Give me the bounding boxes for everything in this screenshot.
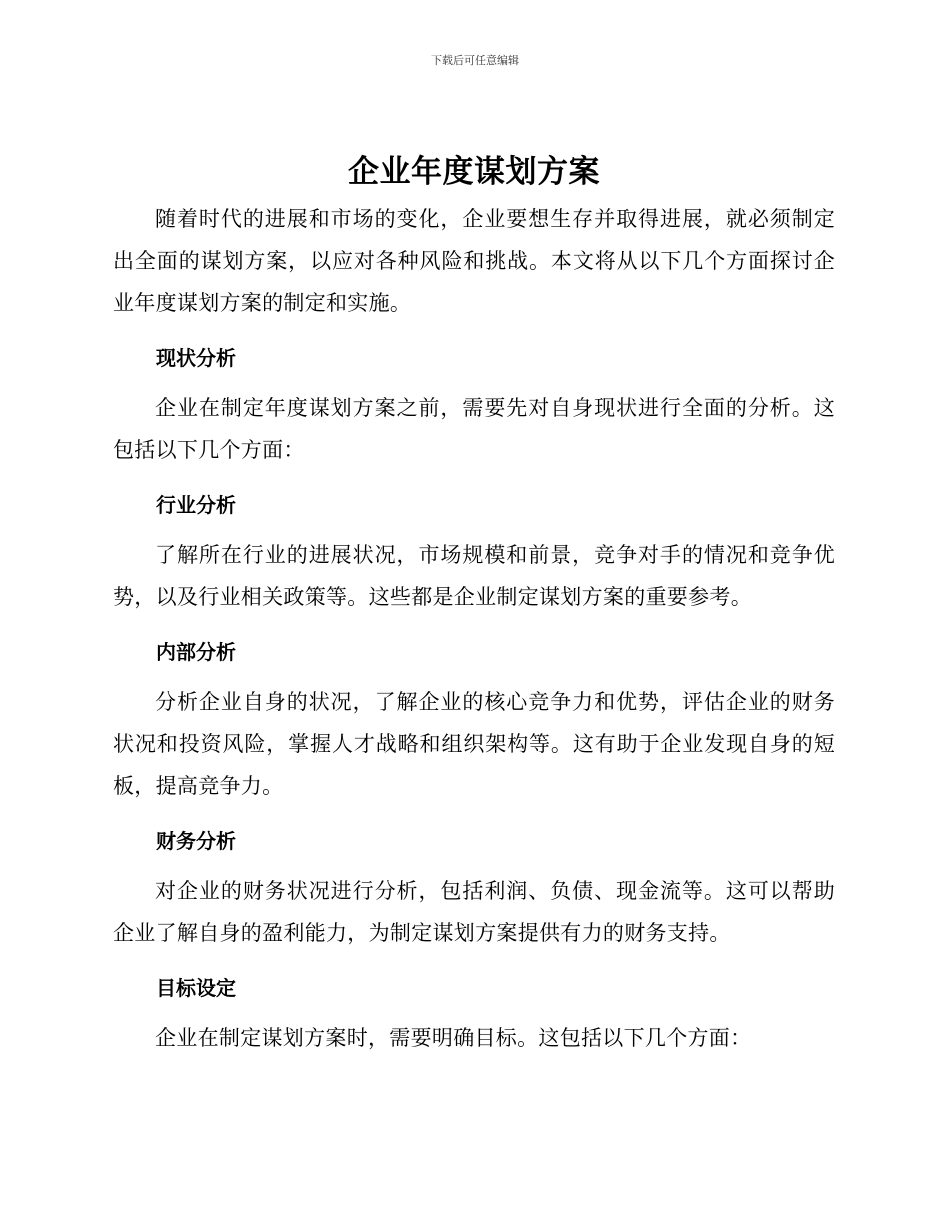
section-body-status-analysis: 企业在制定年度谋划方案之前，需要先对自身现状进行全面的分析。这包括以下几个方面： <box>113 396 835 462</box>
document-title: 企业年度谋划方案 <box>348 154 600 190</box>
section-body-financial-analysis: 对企业的财务状况进行分析，包括利润、负债、现金流等。这可以帮助企业了解自身的盈利能力，为制定谋划方案提供有力的财务支持。 <box>113 879 835 945</box>
section-body-goal-setting: 企业在制定谋划方案时，需要明确目标。这包括以下几个方面： <box>155 1026 752 1050</box>
section-body-internal-analysis: 分析企业自身的状况，了解企业的核心竞争力和优势，评估企业的财务状况和投资风险，掌握人才战略和组织架构等。这有助于企业发现自身的短板，提高竞争力。 <box>113 690 835 798</box>
section-heading-industry-analysis: 行业分析 <box>156 493 236 517</box>
section-heading-goal-setting: 目标设定 <box>156 976 236 1000</box>
document-body <box>113 150 835 1059</box>
section-heading-internal-analysis: 内部分析 <box>156 640 236 664</box>
intro-paragraph: 随着时代的进展和市场的变化，企业要想生存并取得进展，就必须制定出全面的谋划方案，以应对各种风险和挑战。本文将从以下几个方面探讨企业年度谋划方案的制定和实施。 <box>113 207 835 315</box>
section-heading-status-analysis: 现状分析 <box>156 346 236 370</box>
section-heading-financial-analysis: 财务分析 <box>156 829 236 853</box>
section-body-industry-analysis: 了解所在行业的进展状况，市场规模和前景，竞争对手的情况和竞争优势，以及行业相关政策等。这些都是企业制定谋划方案的重要参考。 <box>113 543 835 609</box>
header-note: 下载后可任意编辑 <box>431 54 519 67</box>
